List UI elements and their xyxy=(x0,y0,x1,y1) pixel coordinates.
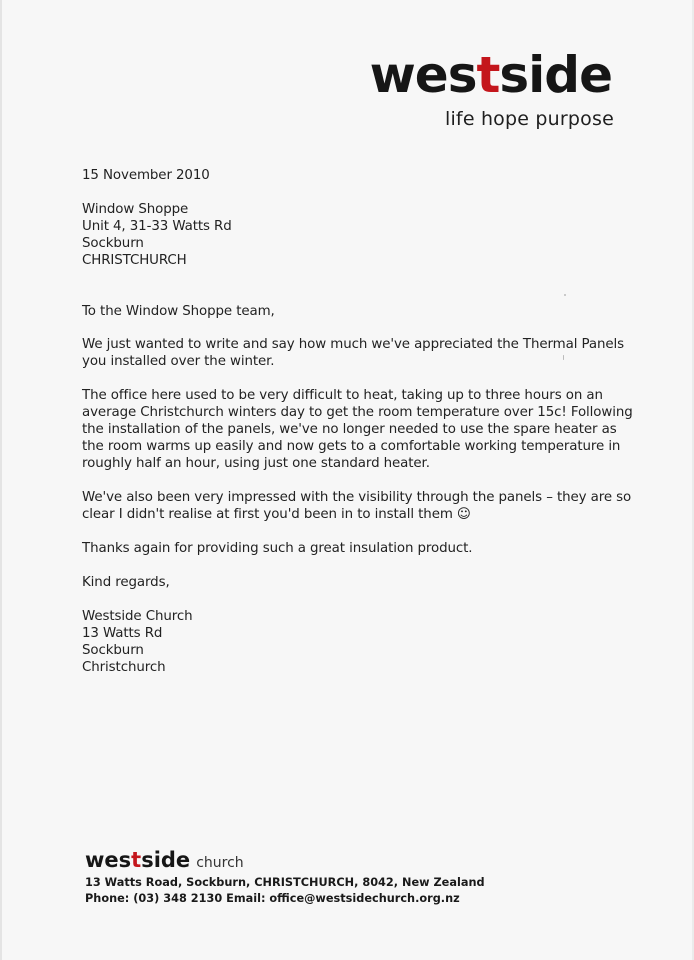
paragraph-3: We've also been very impressed with the visibility through the panels – they are so clear I didn't realise at first you'd been in to install them ☺ xyxy=(82,490,632,522)
footer-cross-icon: t xyxy=(131,848,142,872)
logo-text-suffix: side xyxy=(499,46,612,104)
salutation: To the Window Shoppe team, xyxy=(82,304,275,319)
recipient-name: Window Shoppe xyxy=(82,202,189,217)
sender-name: Westside Church xyxy=(82,609,193,624)
paragraph-4: Thanks again for providing such a great insulation product. xyxy=(82,541,473,556)
letter-date: 15 November 2010 xyxy=(82,168,210,183)
logo-text-prefix: wes xyxy=(369,46,477,104)
sender-city: Christchurch xyxy=(82,660,166,675)
footer-logo xyxy=(85,850,244,871)
footer-logo-suffix: side xyxy=(141,848,191,872)
closing: Kind regards, xyxy=(82,575,170,590)
paragraph-1: We just wanted to write and say how much we've appreciated the Thermal Panels you installed over the winter. xyxy=(82,337,625,369)
sender-suburb: Sockburn xyxy=(82,643,144,658)
recipient-city: CHRISTCHURCH xyxy=(82,253,187,268)
footer-logo-prefix: wes xyxy=(85,848,132,872)
sender-street: 13 Watts Rd xyxy=(82,626,163,641)
westside-logo xyxy=(369,46,612,104)
recipient-suburb: Sockburn xyxy=(82,236,144,251)
footer-contact: Phone: (03) 348 2130 Email: office@westsidechurch.org.nz xyxy=(85,892,460,905)
tagline: life hope purpose xyxy=(444,108,614,130)
paper-mark xyxy=(563,355,564,360)
footer-logo-church: church xyxy=(196,855,244,871)
cross-icon: t xyxy=(476,46,500,104)
paper-speck xyxy=(564,294,566,296)
recipient-street: Unit 4, 31-33 Watts Rd xyxy=(82,219,232,234)
footer-address: 13 Watts Road, Sockburn, CHRISTCHURCH, 8042, New Zealand xyxy=(85,876,485,889)
paragraph-2: The office here used to be very difficult to heat, taking up to three hours on an average Christchurch winters day to get the room temperature over 15c! Following the installation of the panels, we've no longer needed to use the spare heater as the room warms up easily and now gets to a comfortable working temperature in roughly half an hour, using just one standard heater. xyxy=(82,388,633,471)
